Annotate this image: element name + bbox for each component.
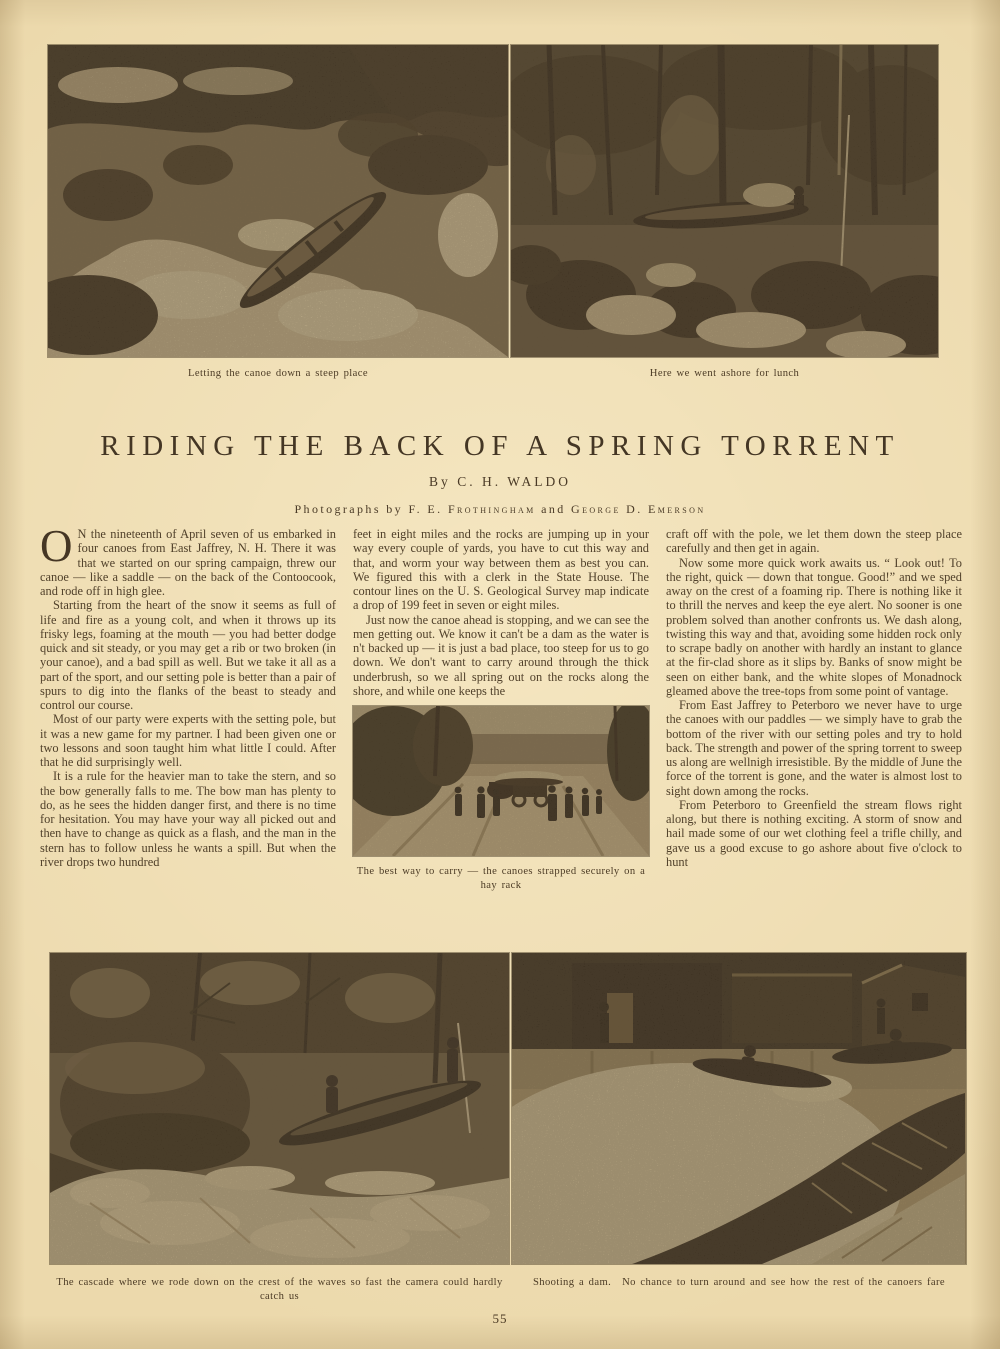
top-photo-row	[48, 45, 938, 357]
paragraph: craft off with the pole, we let them down the steep place carefully and then get in again.	[666, 527, 962, 556]
photo-cascade-image	[50, 953, 509, 1264]
photo-hay-rack-carry-image	[353, 706, 649, 856]
paragraph: Just now the canoe ahead is stopping, and we can see the men getting out. We know it can't be a dam as the water is n't backed up — it is just a bad place, too steep for us to go down. We don't want to carry around through the thick underbrush, so we all spring out on the rocks along the shore, and while one keeps the	[353, 612, 649, 698]
column-2	[353, 527, 649, 941]
column-3	[666, 527, 962, 941]
article-title: RIDING THE BACK OF A SPRING TORRENT	[100, 430, 900, 462]
photo-letting-canoe-down-image	[48, 45, 508, 357]
caption-bottom-right: Shooting a dam. No chance to turn around and see how the rest of the canoers fare	[532, 1277, 946, 1288]
paragraph: From East Jaffrey to Peterboro we never have to urge the canoes with our paddles — we simply have to grab the bottom of the river with our setting poles and try to hold back. The strength and power of the spring torrent to sweep us along are wellnigh irresistible. By the middle of June the force of the torrent is gone, and the water is almost lost to sight down among the rocks.	[666, 698, 962, 798]
headline-block	[0, 430, 1000, 517]
photo-letting-canoe-down	[48, 45, 508, 357]
photo-ashore-for-lunch	[511, 45, 938, 357]
caption-top-left: Letting the canoe down a steep place	[188, 368, 368, 379]
figure-hay-rack	[353, 706, 649, 893]
paragraph: Starting from the heart of the snow it seems as full of life and fire as a young colt, and when it throws up its frisky legs, foaming at the mouth — you had better dodge quick and sit steady, or you may get a rib or two broken (in your canoe), and a bad spill as well. But we take it all as a part of the sport, and our setting pole is better than a pair of spurs to dig into the flanks of the beast to steady and control our course.	[40, 598, 336, 712]
column-1	[40, 527, 336, 941]
caption-middle: The best way to carry — the canoes strapped securely on a hay rack	[356, 866, 646, 891]
caption-top-right: Here we went ashore for lunch	[649, 368, 800, 379]
photo-shooting-dam-image	[512, 953, 966, 1264]
paragraph: It is a rule for the heavier man to take the stern, and so the bow generally falls to me. The bow man has plenty to do, as he sees the hidden danger first, and there is no time for hesitation. You may have your way all picked out and then have to change as quick as a flash, and the man in the stern has to follow unless he wants a spill. But when the river drops two hundred	[40, 769, 336, 869]
photo-ashore-for-lunch-image	[511, 45, 938, 357]
article-body	[40, 527, 962, 941]
paragraph: From Peterboro to Greenfield the stream flows right along, but there is nothing exciting. A storm of snow and hail made some of our wet clothing feel a trifle chilly, and gave us a good excuse to go ashore about five o'clock to hunt	[666, 797, 962, 869]
byline: By C. H. WALDO	[429, 474, 571, 489]
paragraph: Now some more quick work awaits us. “ Look out! To the right, quick — down that tongue. Good!” and we sped away on the crest of a foaming rip. There is nothing like it to thrill the nerves and keep the eye alert. No sooner is one problem solved than another confronts us. We dash along, twisting this way and that, avoiding some hidden rock only to scrape badly on another with hardly an instant to glance at the fir-clad shore as it slips by. Banks of snow might be seen on either bank, and the white slopes of Monadnock gleamed above the tree-tops from some point of vantage.	[666, 555, 962, 698]
photo-cascade	[50, 953, 509, 1264]
photo-hay-rack-carry	[353, 706, 649, 856]
photo-credits: Photographs by F. E. Frothingham and George D. Emerson	[294, 502, 706, 516]
page-number: 55	[492, 1311, 508, 1326]
caption-bottom-left: The cascade where we rode down on the crest of the waves so fast the camera could hardly catch us	[56, 1277, 503, 1302]
drop-cap: O	[40, 527, 73, 571]
paragraph: feet in eight miles and the rocks are jumping up in your way every couple of yards, you have to cut this way and that, and worm your way between them as best you can. We figured this with a clerk in the State House. The contour lines on the U. S. Geological Survey map indicate a drop of 199 feet in seven or eight miles.	[353, 527, 649, 613]
paragraph: Most of our party were experts with the setting pole, but it was a new game for my partner. I had been given one or two lessons and soon taught him what little I could. After that he did surprisingly well.	[40, 712, 336, 769]
paragraph: O N the nineteenth of April seven of us embarked in four canoes from East Jaffrey, N. H. There it was that we started on our spring campaign, threw our canoe — like a saddle — on the back of the Contoocook, and rode off in high glee.	[40, 527, 336, 598]
bottom-photo-row	[50, 953, 966, 1264]
photo-shooting-dam	[512, 953, 966, 1264]
